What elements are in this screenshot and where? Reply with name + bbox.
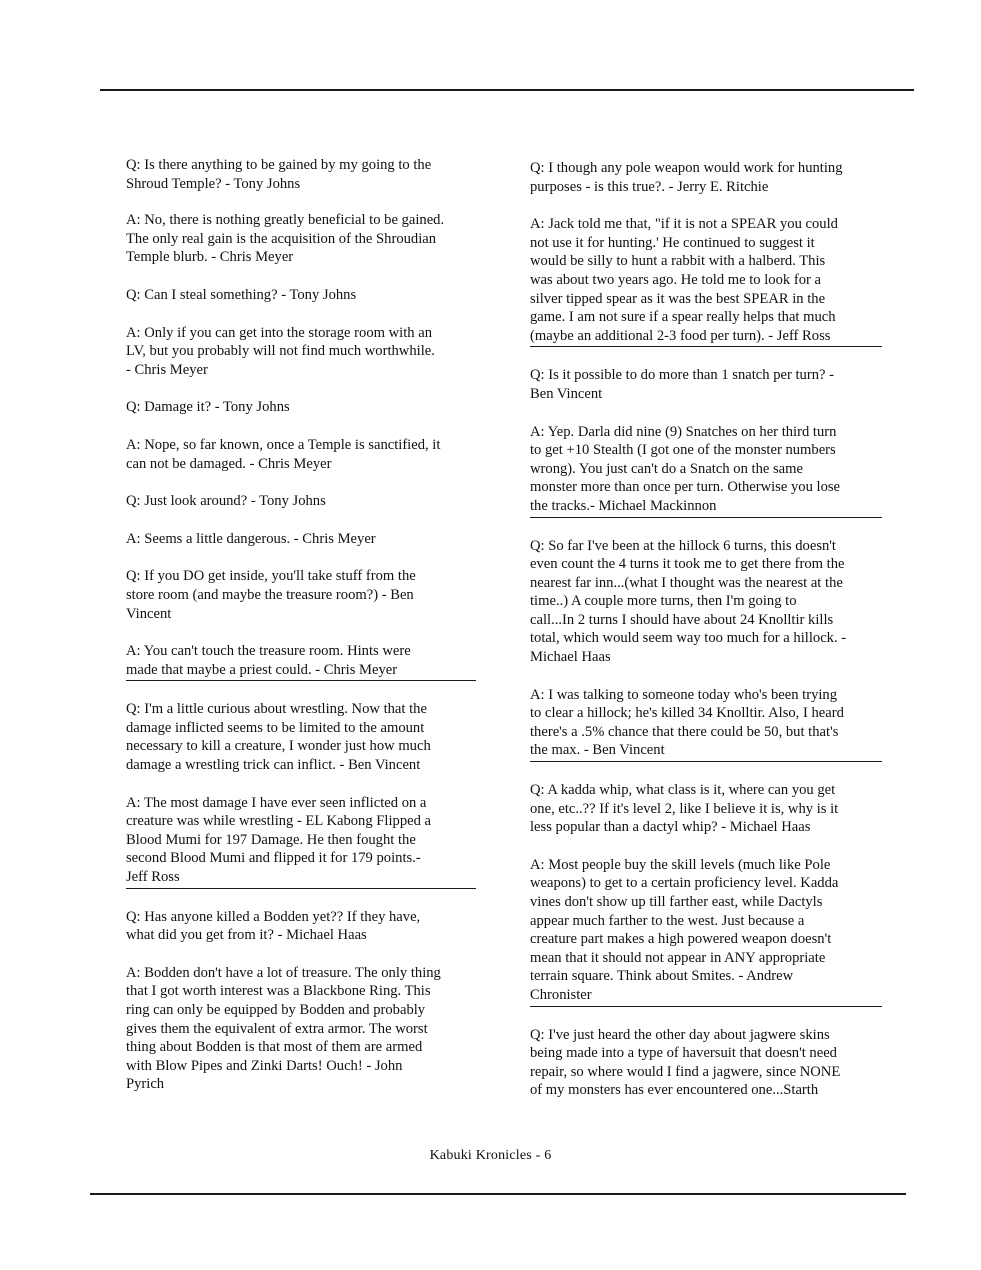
question-block [126, 492, 476, 511]
text-line: the max. - Ben Vincent [530, 742, 665, 759]
text-line: of my monsters has ever encountered one...Starth [530, 1082, 819, 1099]
text-line: Q: I though any pole weapon would work for hunting [530, 160, 843, 176]
answer-block [126, 642, 476, 679]
text-line: terrain square. Think about Smites. - Andrew [530, 968, 794, 985]
text-line: would be silly to hunt a rabbit with a halberd. This [530, 253, 826, 270]
text-line: store room (and maybe the treasure room?) - Ben [126, 586, 414, 603]
answer-block [530, 423, 882, 516]
text-line: made that maybe a priest could. - Chris Meyer [126, 661, 398, 678]
text-line: second Blood Mumi and flipped it for 179 points.- [126, 850, 421, 867]
section-divider [126, 680, 476, 681]
question-block [530, 781, 882, 837]
text-line: A: You can't touch the treasure room. Hints were [126, 643, 411, 660]
text-line: purposes - is this true?. - Jerry E. Ritchie [530, 178, 769, 195]
question-block [530, 1026, 882, 1100]
text-line: thing about Bodden is that most of them are armed [126, 1039, 423, 1056]
text-line: Temple blurb. - Chris Meyer [126, 249, 294, 266]
text-line: Shroud Temple? - Tony Johns [126, 175, 301, 192]
text-line: Michael Haas [530, 649, 611, 666]
answer-block [126, 964, 476, 1094]
text-line: total, which would seem way too much for a hillock. - [530, 630, 847, 647]
text-line: Q: Has anyone killed a Bodden yet?? If they have, [126, 908, 421, 925]
text-line: game. I am not sure if a spear really helps that much [530, 309, 836, 326]
top-rule [100, 89, 914, 91]
text-line: damage inflicted seems to be limited to the amount [126, 719, 425, 736]
text-line: Q: Is it possible to do more than 1 snatch per turn? - [530, 367, 834, 384]
text-line: Q: Can I steal something? - Tony Johns [126, 286, 357, 303]
text-line: ring can only be equipped by Bodden and probably [126, 1002, 426, 1018]
answer-block [126, 794, 476, 887]
answer-block [126, 530, 476, 549]
text-line: creature was while wrestling - EL Kabong Flipped a [126, 813, 432, 830]
text-line: Q: I've just heard the other day about jagwere skins [530, 1026, 830, 1043]
page-footer: Kabuki Kronicles - 6 [429, 1148, 552, 1163]
answer-block [126, 211, 476, 267]
text-line: that I got worth interest was a Blackbone Ring. This [126, 983, 431, 1000]
text-line: A: Nope, so far known, once a Temple is sanctified, it [126, 436, 441, 453]
answer-block [530, 215, 882, 345]
text-line: vines don't show up till farther east, while Dactyls [530, 894, 823, 910]
text-line: monster more than once per turn. Otherwise you lose [530, 479, 841, 496]
section-divider [530, 517, 882, 518]
text-line: creature part makes a high powered weapon doesn't [530, 931, 832, 948]
text-line: nearest far inn...(what I thought was the nearest at the [530, 574, 843, 591]
text-line: mean that it should not appear in ANY appropriate [530, 949, 826, 966]
text-line: Q: If you DO get inside, you'll take stuff from the [126, 568, 416, 585]
text-line: A: Yep. Darla did nine (9) Snatches on her third turn [530, 423, 837, 440]
left-column [126, 156, 476, 1094]
text-line: gives them the equivalent of extra armor. The worst [126, 1020, 428, 1037]
text-line: necessary to kill a creature, I wonder just how much [126, 738, 431, 755]
text-line: can not be damaged. - Chris Meyer [126, 455, 332, 472]
question-block [530, 366, 882, 403]
question-block [126, 286, 476, 305]
text-line: less popular than a dactyl whip? - Michael Haas [530, 819, 811, 836]
text-line: weapons) to get to a certain proficiency level. Kadda [530, 875, 839, 892]
question-block [126, 567, 476, 623]
text-line: one, etc..?? If it's level 2, like I believe it is, why is it [530, 800, 839, 817]
text-line: appear much farther to the west. Just because a [530, 912, 805, 929]
text-line: Pyrich [126, 1076, 165, 1093]
answer-block [126, 436, 476, 473]
text-line: not use it for hunting.' He continued to suggest it [530, 234, 815, 251]
section-divider [530, 1006, 882, 1007]
text-line: to clear a hillock; he's killed 34 Knolltir. Also, I heard [530, 705, 844, 722]
text-line: A: The most damage I have ever seen inflicted on a [126, 794, 427, 811]
text-line: A: Bodden don't have a lot of treasure. The only thing [126, 964, 441, 981]
text-line: LV, but you probably will not find much worthwhile. [126, 343, 435, 360]
text-line: repair, so where would I find a jagwere, since NONE [530, 1063, 841, 1080]
answer-block [530, 686, 882, 760]
text-line: The only real gain is the acquisition of the Shroudian [126, 230, 437, 247]
text-line: A: Most people buy the skill levels (much like Pole [530, 856, 831, 873]
text-line: to get +10 Stealth (I got one of the monster numbers [530, 442, 836, 459]
text-line: Q: Just look around? - Tony Johns [126, 493, 326, 510]
question-block [126, 908, 476, 945]
section-divider [530, 346, 882, 347]
text-line: was about two years ago. He told me to look for a [530, 271, 821, 288]
text-line: Q: A kadda whip, what class is it, where can you get [530, 782, 836, 799]
answer-block [530, 856, 882, 1005]
text-line: Q: Damage it? - Tony Johns [126, 399, 290, 416]
text-line: A: Jack told me that, "if it is not a SPEAR you could [530, 216, 838, 233]
text-line: (maybe an additional 2-3 food per turn). - Jeff Ross [530, 327, 831, 344]
text-line: - Chris Meyer [126, 361, 208, 378]
text-line: wrong). You just can't do a Snatch on the same [530, 460, 803, 477]
text-line: damage a wrestling trick can inflict. - Ben Vincent [126, 757, 421, 774]
text-line: even count the 4 turns it took me to get there from the [530, 556, 845, 573]
section-divider [126, 888, 476, 889]
question-block [126, 156, 476, 193]
question-block [126, 398, 476, 417]
text-line: there's a .5% chance that there could be 50, but that's [530, 723, 839, 740]
text-line: A: Seems a little dangerous. - Chris Meyer [126, 530, 376, 547]
text-line: silver tipped spear as it was the best SPEAR in the [530, 290, 826, 307]
answer-block [126, 324, 476, 380]
text-line: Q: I'm a little curious about wrestling. Now that the [126, 701, 427, 718]
question-block [530, 159, 882, 196]
text-line: A: Only if you can get into the storage room with an [126, 324, 432, 341]
text-line: Blood Mumi for 197 Damage. He then fought the [126, 831, 416, 848]
text-line: Chronister [530, 986, 592, 1003]
bottom-rule [90, 1193, 906, 1195]
text-line: Ben Vincent [530, 385, 603, 402]
section-divider [530, 761, 882, 762]
question-block [126, 700, 476, 774]
text-line: the tracks.- Michael Mackinnon [530, 497, 717, 514]
text-line: Vincent [126, 605, 172, 622]
right-column [530, 156, 882, 1100]
text-line: being made into a type of haversuit that doesn't need [530, 1045, 837, 1062]
text-line: Q: So far I've been at the hillock 6 turns, this doesn't [530, 537, 836, 554]
text-line: call...In 2 turns I should have about 24 Knolltir kills [530, 611, 834, 628]
question-block [530, 537, 882, 667]
text-line: A: I was talking to someone today who's been trying [530, 686, 838, 703]
text-line: A: No, there is nothing greatly beneficial to be gained. [126, 212, 445, 229]
text-line: what did you get from it? - Michael Haas [126, 927, 367, 944]
text-line: with Blow Pipes and Zinki Darts! Ouch! - John [126, 1057, 403, 1074]
text-line: Jeff Ross [126, 869, 180, 886]
text-line: Q: Is there anything to be gained by my going to the [126, 157, 432, 173]
text-line: time..) A couple more turns, then I'm going to [530, 593, 797, 610]
